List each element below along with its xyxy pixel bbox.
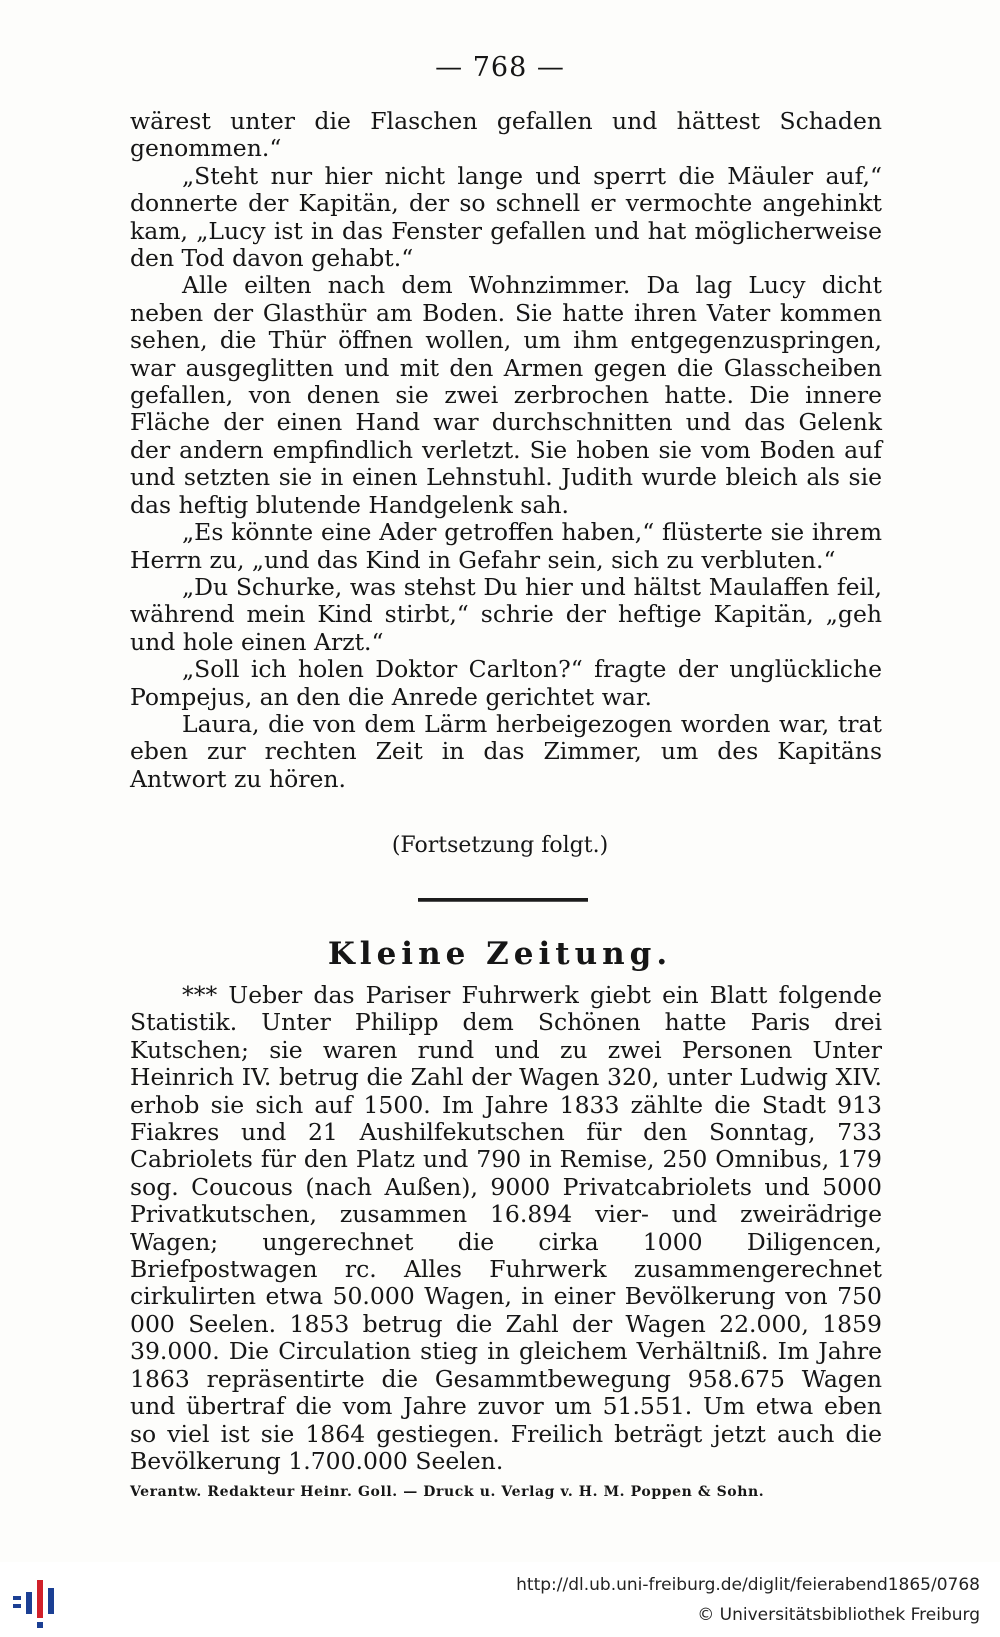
section-title: Kleine Zeitung. bbox=[327, 936, 673, 972]
story-paragraph: „Steht nur hier nicht lange und sperrt die Mäuler auf,“ donnerte der Kapitän, der so schnell er vermochte angehinkt kam, „Lucy ist in das Fenster gefallen und hat möglicherweise den Tod davon gehabt.“ bbox=[130, 161, 882, 273]
story-paragraph: „Es könnte eine Ader getroffen haben,“ flüsterte sie ihrem Herrn zu, „und das Kind in Gefahr sein, sich zu verbluten.“ bbox=[130, 518, 882, 574]
story-text bbox=[130, 108, 882, 793]
story-paragraph: „Soll ich holen Doktor Carlton?“ fragte der unglückliche Pompejus, an den die Anrede gerichtet war. bbox=[130, 655, 882, 711]
copyright-notice: © Universitätsbibliothek Freiburg bbox=[697, 1605, 980, 1625]
page-number: — 768 — bbox=[435, 52, 565, 83]
section-divider bbox=[418, 898, 588, 902]
story-paragraph: wärest unter die Flaschen gefallen und hättest Schaden genommen.“ bbox=[130, 107, 882, 163]
story-paragraph: Alle eilten nach dem Wohnzimmer. Da lag Lucy dicht neben der Glasthür am Boden. Sie hatte ihren Vater kommen sehen, die Thür öffnen wollen, um ihm entgegenzuspringen, war ausgeglitten und mit den Armen gegen die Glasscheiben gefallen, von denen sie zwei zerbrochen hatte. Die innere Fläche der einen Hand war durchschnitten und das Gelenk der andern empfindlich verletzt. Sie hoben sie vom Boden auf und setzten sie in einen Lehnstuhl. Judith wurde bleich als sie das heftig blutende Handgelenk sah. bbox=[130, 271, 882, 519]
story-paragraph: „Du Schurke, was stehst Du hier und hältst Maulaffen feil, während mein Kind stirbt,“ schrie der heftige Kapitän, „geh und hole einen Arzt.“ bbox=[130, 572, 882, 656]
continued-note: (Fortsetzung folgt.) bbox=[391, 833, 609, 858]
page-url-link[interactable]: http://dl.ub.uni-freiburg.de/diglit/feierabend1865/0768 bbox=[516, 1575, 980, 1595]
viewer-footer-bar bbox=[0, 1562, 1000, 1637]
news-text bbox=[130, 982, 882, 1475]
story-paragraph: Laura, die von dem Lärm herbeigezogen worden war, trat eben zur rechten Zeit in das Zimmer, um des Kapitäns Antwort zu hören. bbox=[130, 709, 882, 793]
ub-freiburg-logo-icon[interactable] bbox=[10, 1572, 64, 1630]
news-paragraph: *** Ueber das Pariser Fuhrwerk giebt ein Blatt folgende Statistik. Unter Philipp dem Schönen hatte Paris drei Kutschen; sie waren rund und zu zwei Personen Unter Heinrich IV. betrug die Zahl der Wagen 320, unter Ludwig XIV. erhob sie sich auf 1500. Im Jahre 1833 zählte die Stadt 913 Fiakres und 21 Aushilfekutschen für den Sonntag, 733 Cabriolets für den Platz und 790 in Remise, 250 Omnibus, 179 sog. Coucous (nach Außen), 9000 Privatcabriolets und 5000 Privatkutschen, zusammen 16.894 vier- und zweirädrige Wagen; ungerechnet die cirka 1000 Diligencen, Briefpostwagen rc. Alles Fuhrwerk zusammengerechnet cirkulirten etwa 50.000 Wagen, in einer Bevölkerung von 750 000 Seelen. 1853 betrug die Zahl der Wagen 22.000, 1859 39.000. Die Circulation stieg in gleichem Verhältniß. Im Jahre 1863 repräsentirte die Gesammtbewegung 958.675 Wagen und übertraf die vom Jahre zuvor um 51.551. Um etwa eben so viel ist sie 1864 gestiegen. Freilich beträgt jetzt auch die Bevölkerung 1.700.000 Seelen. bbox=[130, 981, 882, 1475]
imprint-line: Verantw. Redakteur Heinr. Goll. — Druck u. Verlag v. H. M. Poppen & Sohn. bbox=[130, 1484, 765, 1500]
